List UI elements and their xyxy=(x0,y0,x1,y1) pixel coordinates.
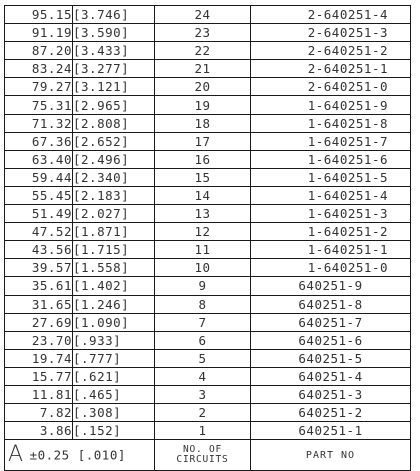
table-row xyxy=(5,295,411,313)
circuit-count-cell: 22 xyxy=(155,42,251,60)
table-row xyxy=(5,331,411,349)
tolerance-text: ±0.25 [.010] xyxy=(29,447,126,463)
dimension-mm-cell: 91.19 xyxy=(5,24,73,42)
dimension-letter-a: A xyxy=(8,442,24,468)
part-number-cell: 1-640251-0 xyxy=(251,259,411,277)
table-row xyxy=(5,60,411,78)
part-number-column-header: PART NO xyxy=(251,440,411,471)
table-row xyxy=(5,422,411,440)
circuits-column-header xyxy=(155,440,251,471)
part-number-cell: 1-640251-1 xyxy=(251,241,411,259)
part-number-cell: 1-640251-9 xyxy=(251,96,411,114)
table-row xyxy=(5,223,411,241)
dimension-inch-cell: [.465] xyxy=(73,385,155,403)
circuit-count-cell: 1 xyxy=(155,422,251,440)
part-number-cell: 1-640251-2 xyxy=(251,223,411,241)
table-row xyxy=(5,241,411,259)
circuit-count-cell: 18 xyxy=(155,114,251,132)
circuit-count-cell: 10 xyxy=(155,259,251,277)
dimension-mm-cell: 15.77 xyxy=(5,367,73,385)
part-number-cell: 1-640251-6 xyxy=(251,150,411,168)
dimension-mm-cell: 7.82 xyxy=(5,404,73,422)
dimension-inch-cell: [1.402] xyxy=(73,277,155,295)
table-row xyxy=(5,168,411,186)
dimension-mm-cell: 11.81 xyxy=(5,385,73,403)
dimension-mm-cell: 83.24 xyxy=(5,60,73,78)
table-row xyxy=(5,42,411,60)
part-number-cell: 1-640251-4 xyxy=(251,186,411,204)
part-number-cell: 640251-2 xyxy=(251,404,411,422)
dimension-mm-cell: 19.74 xyxy=(5,349,73,367)
dimension-inch-cell: [.933] xyxy=(73,331,155,349)
part-number-cell: 640251-4 xyxy=(251,367,411,385)
circuit-count-cell: 16 xyxy=(155,150,251,168)
circuit-count-cell: 2 xyxy=(155,404,251,422)
circuit-count-cell: 6 xyxy=(155,331,251,349)
circuit-count-cell: 15 xyxy=(155,168,251,186)
table-row xyxy=(5,186,411,204)
dimension-mm-cell: 31.65 xyxy=(5,295,73,313)
table-row xyxy=(5,132,411,150)
dimension-inch-cell: [.308] xyxy=(73,404,155,422)
table-row xyxy=(5,349,411,367)
dimension-inch-cell: [2.027] xyxy=(73,205,155,223)
table-row xyxy=(5,385,411,403)
dimension-inch-cell: [.621] xyxy=(73,367,155,385)
dimension-mm-cell: 43.56 xyxy=(5,241,73,259)
part-number-cell: 640251-1 xyxy=(251,422,411,440)
circuit-count-cell: 7 xyxy=(155,313,251,331)
part-number-cell: 2-640251-0 xyxy=(251,78,411,96)
table-row xyxy=(5,96,411,114)
dimension-inch-cell: [2.340] xyxy=(73,168,155,186)
part-number-cell: 640251-5 xyxy=(251,349,411,367)
dimension-mm-cell: 75.31 xyxy=(5,96,73,114)
dimension-inch-cell: [2.652] xyxy=(73,132,155,150)
dimension-inch-cell: [1.715] xyxy=(73,241,155,259)
table-footer-row xyxy=(5,440,411,471)
circuits-header-line1: NO. OF xyxy=(182,444,223,456)
circuit-count-cell: 23 xyxy=(155,24,251,42)
table-row xyxy=(5,259,411,277)
part-number-cell: 2-640251-1 xyxy=(251,60,411,78)
dimension-mm-cell: 63.40 xyxy=(5,150,73,168)
circuit-count-cell: 20 xyxy=(155,78,251,96)
table-row xyxy=(5,6,411,24)
dimension-mm-cell: 35.61 xyxy=(5,277,73,295)
part-number-cell: 640251-7 xyxy=(251,313,411,331)
table-row xyxy=(5,404,411,422)
dimension-mm-cell: 27.69 xyxy=(5,313,73,331)
dimension-inch-cell: [.777] xyxy=(73,349,155,367)
circuit-count-cell: 19 xyxy=(155,96,251,114)
dimension-mm-cell: 51.49 xyxy=(5,205,73,223)
dimension-inch-cell: [2.965] xyxy=(73,96,155,114)
table-row xyxy=(5,313,411,331)
dimension-mm-cell: 47.52 xyxy=(5,223,73,241)
dimension-mm-cell: 87.20 xyxy=(5,42,73,60)
part-number-table xyxy=(4,5,411,471)
circuit-count-cell: 3 xyxy=(155,385,251,403)
part-number-cell: 1-640251-8 xyxy=(251,114,411,132)
circuit-count-cell: 17 xyxy=(155,132,251,150)
dimension-inch-cell: [2.183] xyxy=(73,186,155,204)
circuit-count-cell: 4 xyxy=(155,367,251,385)
part-number-cell: 2-640251-2 xyxy=(251,42,411,60)
part-number-cell: 2-640251-4 xyxy=(251,6,411,24)
part-number-cell: 2-640251-3 xyxy=(251,24,411,42)
circuit-count-cell: 13 xyxy=(155,205,251,223)
dimension-inch-cell: [.152] xyxy=(73,422,155,440)
table-body xyxy=(5,6,411,440)
table-row xyxy=(5,367,411,385)
dimension-inch-cell: [3.121] xyxy=(73,78,155,96)
part-number-cell: 640251-6 xyxy=(251,331,411,349)
part-number-cell: 640251-8 xyxy=(251,295,411,313)
dimension-inch-cell: [3.277] xyxy=(73,60,155,78)
dimension-inch-cell: [2.808] xyxy=(73,114,155,132)
table-row xyxy=(5,150,411,168)
part-number-cell: 640251-3 xyxy=(251,385,411,403)
dimension-inch-cell: [1.558] xyxy=(73,259,155,277)
dimension-mm-cell: 23.70 xyxy=(5,331,73,349)
dimension-mm-cell: 55.45 xyxy=(5,186,73,204)
table-row xyxy=(5,24,411,42)
table-row xyxy=(5,205,411,223)
circuit-count-cell: 5 xyxy=(155,349,251,367)
dimension-inch-cell: [2.496] xyxy=(73,150,155,168)
dimension-inch-cell: [1.090] xyxy=(73,313,155,331)
dimension-inch-cell: [3.746] xyxy=(73,6,155,24)
dimension-mm-cell: 59.44 xyxy=(5,168,73,186)
dimension-mm-cell: 71.32 xyxy=(5,114,73,132)
dimension-mm-cell: 79.27 xyxy=(5,78,73,96)
table-row xyxy=(5,277,411,295)
circuits-header-line2: CIRCUITS xyxy=(176,454,229,466)
dimension-mm-cell: 3.86 xyxy=(5,422,73,440)
dimension-mm-cell: 67.36 xyxy=(5,132,73,150)
circuit-count-cell: 24 xyxy=(155,6,251,24)
dimension-inch-cell: [1.871] xyxy=(73,223,155,241)
table-row xyxy=(5,114,411,132)
dimension-inch-cell: [3.590] xyxy=(73,24,155,42)
tolerance-cell xyxy=(5,440,155,471)
part-number-cell: 640251-9 xyxy=(251,277,411,295)
dimension-inch-cell: [1.246] xyxy=(73,295,155,313)
dimension-inch-cell: [3.433] xyxy=(73,42,155,60)
circuit-count-cell: 9 xyxy=(155,277,251,295)
circuit-count-cell: 8 xyxy=(155,295,251,313)
circuit-count-cell: 14 xyxy=(155,186,251,204)
circuit-count-cell: 11 xyxy=(155,241,251,259)
dimension-mm-cell: 95.15 xyxy=(5,6,73,24)
circuit-count-cell: 12 xyxy=(155,223,251,241)
part-number-cell: 1-640251-7 xyxy=(251,132,411,150)
table-row xyxy=(5,78,411,96)
part-number-cell: 1-640251-3 xyxy=(251,205,411,223)
dimension-mm-cell: 39.57 xyxy=(5,259,73,277)
part-number-cell: 1-640251-5 xyxy=(251,168,411,186)
circuit-count-cell: 21 xyxy=(155,60,251,78)
